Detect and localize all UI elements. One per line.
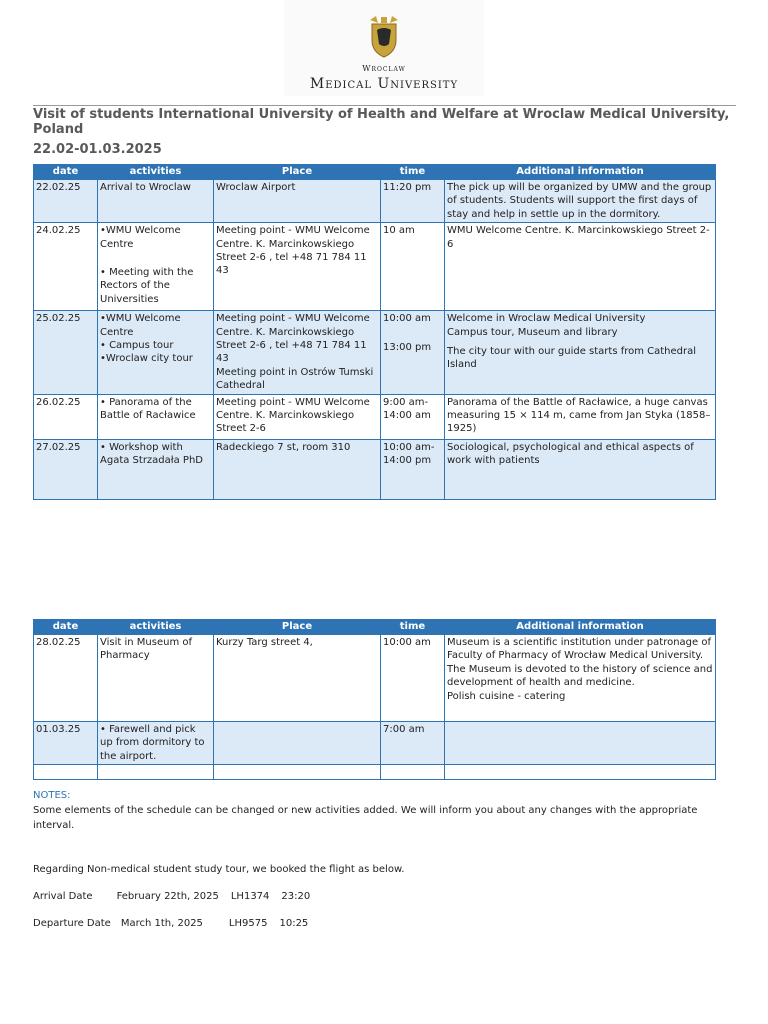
cell-line: 10 am [383, 225, 415, 237]
table-row [34, 439, 716, 499]
column-header-activities: activities [98, 620, 214, 635]
cell-time [381, 311, 445, 394]
column-header-time: time [381, 620, 445, 635]
cell-date [34, 180, 98, 223]
column-header-info: Additional information [445, 620, 716, 635]
cell-activities [98, 180, 214, 223]
cell-line: • Workshop with Agata Strzadała PhD [100, 441, 203, 467]
table-row [34, 311, 716, 394]
cell-activities [98, 635, 214, 722]
cell-activities [98, 439, 214, 499]
cell-line: Meeting point in Ostrów Tumski Cathedral [216, 366, 374, 392]
cell-date [34, 223, 98, 311]
cell-date [34, 394, 98, 439]
cell-line: 10:00 am [383, 637, 431, 648]
cell-line: • Panorama of the Battle of Racławice [100, 396, 196, 422]
cell-line: 10:00 am [383, 313, 431, 325]
cell-time [381, 180, 445, 223]
cell-date [34, 311, 98, 394]
cell-line: • Meeting with the Rectors of the Universities [100, 267, 194, 305]
flight-intro: Regarding Non-medical student study tour, we booked the flight as below. [33, 864, 405, 875]
cell-line: •WMU Welcome Centre [100, 225, 181, 250]
cell-activities [98, 223, 214, 311]
cell-date [34, 765, 98, 780]
cell-line: 11:20 pm [383, 182, 432, 193]
notes-text: Some elements of the schedule can be changed or new activities added. We will inform you about any changes with the appropriate interval. [33, 805, 698, 831]
cell-line: 26.02.25 [36, 396, 81, 408]
cell-line: 13:00 pm [383, 341, 432, 353]
departure-flight: LH9575 [228, 918, 268, 929]
cell-place [214, 722, 381, 765]
logo-city-text: Wroclaw [362, 64, 406, 73]
cell-time [381, 635, 445, 722]
cell-line: Panorama of the Battle of Racławice, a huge canvas measuring 15 × 114 m, came from Jan Styka (1858–1925) [447, 396, 711, 435]
cell-line: 9:00 am-14:00 am [383, 396, 431, 422]
cell-activities [98, 394, 214, 439]
cell-line: • Campus tour [100, 340, 174, 352]
cell-line: Campus tour, Museum and library [447, 326, 618, 338]
cell-date [34, 439, 98, 499]
cell-line: 27.02.25 [36, 441, 81, 453]
cell-activities [98, 765, 214, 780]
table-header-row [34, 620, 716, 635]
cell-line: 22.02.25 [36, 182, 81, 193]
cell-line: Visit in Museum of Pharmacy [100, 637, 193, 662]
crest-icon [368, 14, 400, 58]
title-divider [33, 105, 736, 106]
date-range: 22.02-01.03.2025 [33, 142, 162, 157]
cell-info [445, 394, 716, 439]
cell-line: Arrival to Wroclaw [100, 182, 191, 193]
cell-info [445, 223, 716, 311]
cell-line: 25.02.25 [36, 313, 81, 325]
schedule-table-1 [33, 164, 716, 500]
column-header-date: date [34, 165, 98, 180]
cell-line: WMU Welcome Centre. K. Marcinkowskiego Street 2-6 [447, 225, 710, 250]
arrival-time: 23:20 [281, 891, 311, 902]
logo-university-text: Medical University [309, 76, 459, 92]
cell-place [214, 394, 381, 439]
departure-time: 10:25 [279, 918, 309, 929]
cell-time [381, 439, 445, 499]
cell-info [445, 439, 716, 499]
arrival-date: February 22th, 2025 [116, 891, 219, 902]
column-header-place: Place [214, 620, 381, 635]
cell-line: Welcome in Wroclaw Medical University [447, 313, 646, 325]
cell-line: Kurzy Targ street 4, [216, 637, 313, 648]
cell-line: Polish cuisine - catering [447, 690, 566, 702]
cell-place [214, 635, 381, 722]
cell-line: Wroclaw Airport [216, 182, 296, 193]
cell-line: Meeting point - WMU Welcome Centre. K. Marcinkowskiego Street 2-6 , tel +48 71 784 11 43 [216, 225, 370, 277]
arrival-line [33, 889, 310, 904]
notes-section [33, 788, 733, 833]
cell-line: 7:00 am [383, 724, 425, 735]
cell-time [381, 722, 445, 765]
cell-line: • Farewell and pick up from dormitory to the airport. [100, 724, 205, 762]
cell-line: Museum is a scientific institution under patronage of Faculty of Pharmacy of Wrocław Medical University. The Museum is devoted to the history of science and development of health and medicine. [447, 637, 713, 689]
cell-info [445, 765, 716, 780]
cell-place [214, 180, 381, 223]
cell-date [34, 635, 98, 722]
cell-line: 28.02.25 [36, 637, 81, 648]
cell-line: The pick up will be organized by UMW and the group of students. Students will support the first days of stay and help in settle up in the dormitory. [447, 182, 712, 220]
cell-time [381, 394, 445, 439]
column-header-place: Place [214, 165, 381, 180]
cell-line: 10:00 am-14:00 pm [383, 441, 435, 467]
page-title: Visit of students International University of Health and Welfare at Wroclaw Medical University, Poland [33, 107, 730, 137]
cell-line: 01.03.25 [36, 724, 81, 735]
table-row [34, 765, 716, 780]
cell-date [34, 722, 98, 765]
departure-label: Departure Date [33, 918, 111, 929]
table-header-row [34, 165, 716, 180]
cell-time [381, 223, 445, 311]
cell-line: •Wroclaw city tour [100, 353, 193, 365]
cell-activities [98, 311, 214, 394]
notes-title: NOTES: [33, 790, 71, 801]
cell-line: Sociological, psychological and ethical aspects of work with patients [447, 441, 694, 467]
cell-info [445, 180, 716, 223]
cell-line: Meeting point - WMU Welcome Centre. K. Marcinkowskiego Street 2-6 [216, 396, 370, 435]
cell-place [214, 439, 381, 499]
university-logo [284, 0, 484, 96]
cell-place [214, 223, 381, 311]
column-header-date: date [34, 620, 98, 635]
cell-time [381, 765, 445, 780]
cell-line: The city tour with our guide starts from Cathedral Island [447, 346, 697, 371]
cell-line: Meeting point - WMU Welcome Centre. K. Marcinkowskiego Street 2-6 , tel +48 71 784 11 43 [216, 313, 370, 365]
cell-line: 24.02.25 [36, 225, 81, 237]
table-row [34, 635, 716, 722]
schedule-table-2 [33, 619, 716, 780]
cell-line: Radeckiego 7 st, room 310 [216, 441, 351, 453]
column-header-activities: activities [98, 165, 214, 180]
departure-line [33, 916, 308, 931]
arrival-label: Arrival Date [33, 891, 93, 902]
cell-line: •WMU Welcome Centre [100, 313, 181, 338]
cell-info [445, 722, 716, 765]
departure-date: March 1th, 2025 [120, 918, 203, 929]
table-row [34, 394, 716, 439]
table-row [34, 223, 716, 311]
table-row [34, 722, 716, 765]
cell-place [214, 765, 381, 780]
column-header-info: Additional information [445, 165, 716, 180]
column-header-time: time [381, 165, 445, 180]
table-row [34, 180, 716, 223]
cell-info [445, 635, 716, 722]
cell-activities [98, 722, 214, 765]
arrival-flight: LH1374 [230, 891, 270, 902]
cell-place [214, 311, 381, 394]
cell-info [445, 311, 716, 394]
